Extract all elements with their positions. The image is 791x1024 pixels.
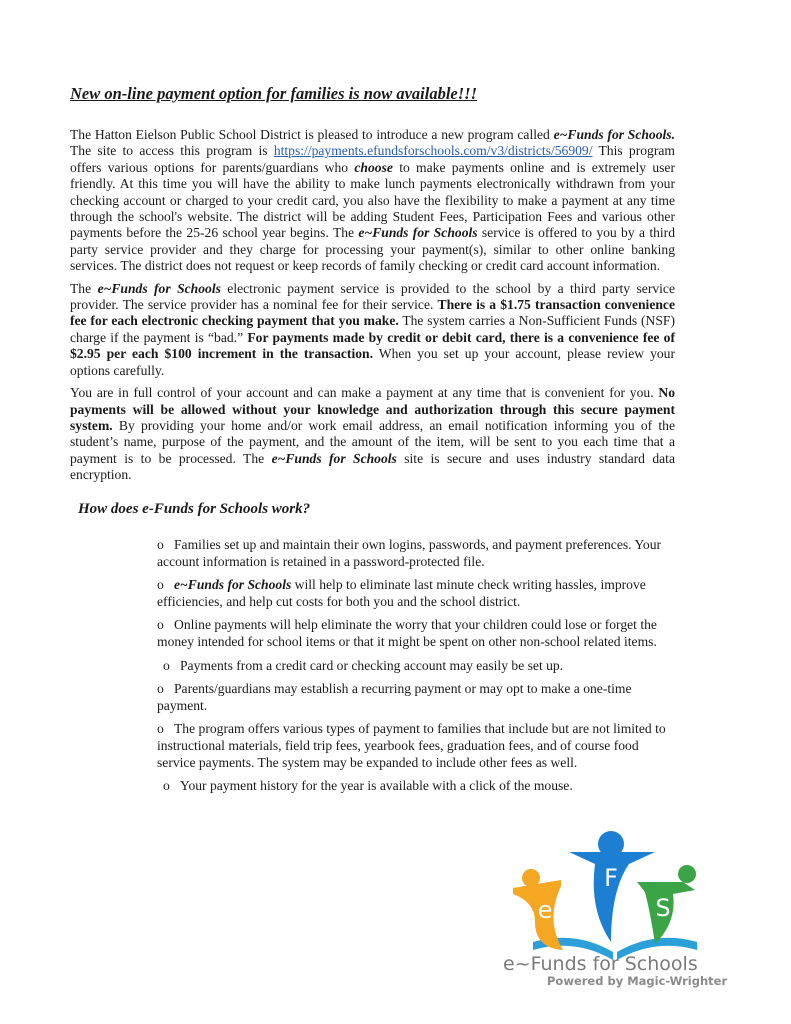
logo-letter-f: F (604, 864, 618, 892)
list-item: o Families set up and maintain their own logins, passwords, and payment preferences. Your account information is retained in a password-protected file. (157, 537, 662, 569)
bullet-icon: o (157, 577, 164, 593)
emphasis-choose: choose (354, 159, 393, 175)
bullet-icon: o (163, 778, 170, 794)
control-paragraph: You are in full control of your account and can make a payment at any time that is convenient for you. No payments will be allowed without your knowledge and authorization through this secure payment system. By providing your home and/or work email address, an email notification informing you of the student’s name, purpose of the payment, and the amount of the item, will be sent to you each time that a payment is to be processed. The e~Funds for Schools site is secure and uses industry standard data encryption. (70, 385, 675, 483)
bullet-icon: o (163, 657, 170, 673)
figure-blue-head-icon (598, 831, 624, 857)
list-item: o Your payment history for the year is available with a click of the mouse. (163, 778, 573, 794)
list-item: o e~Funds for Schools will help to eliminate last minute check writing hassles, improve efficiencies, and help cut costs for both you and the school district. (157, 577, 646, 609)
intro-paragraph: The Hatton Eielson Public School District is pleased to introduce a new program called e~Funds for Schools. The site to access this program is https://payments.efundsforschools.com/v3/districts/56909/ This program offers various options for parents/guardians who choose to make payments online and is extremely user friendly. At this time you will have the ability to make lunch payments electronically withdrawn from your checking account or charged to your credit card, you also have the flexibility to make a payment at any time through the school's website. The district will be adding Student Fees, Participation Fees and various other payments before the 25-26 school year begins. The e~Funds for Schools service is offered to you by a third party service provider and they charge for processing your payment(s), similar to other online banking services. The district does not request or keep records of family checking or credit card account information. (70, 127, 676, 274)
logo-tagline: Powered by Magic-Wrighter (547, 974, 728, 988)
card-fee-text: For payments made by credit or debit card, there is a convenience fee of $2.95 per each $100 increment in the transaction. (70, 329, 675, 362)
checking-fee-text: There is a $1.75 transaction convenience fee for each electronic checking payment that you make. (70, 297, 675, 329)
list-item: o Parents/guardians may establish a recurring payment or may opt to make a one-time payment. (157, 681, 632, 713)
bullet-icon: o (157, 537, 164, 552)
brand-name: e~Funds for Schools (174, 577, 292, 593)
logo-letter-e: e (537, 896, 553, 924)
fees-paragraph: The e~Funds for Schools electronic payment service is provided to the school by a third party service provider. The service provider has a nominal fee for their service. There is a $1.75 transaction convenience fee for each electronic checking payment that you make. The system carries a Non-Sufficient Funds (NSF) charge if the payment is “bad.” For payments made by credit or debit card, there is a convenience fee of $2.95 per each $100 increment in the transaction. When you set up your account, please review your options carefully. (70, 280, 675, 378)
list-item: o The program offers various types of payment to families that include but are not limited to instructional materials, field trip fees, yearbook fees, graduation fees, and of course food service payments. The system may be expanded to include other fees as well. (157, 721, 666, 770)
list-item: o Online payments will help eliminate the worry that your children could lose or forget the money intended for school items or that it might be spent on other non-school related items. (157, 617, 657, 649)
benefits-list (157, 537, 677, 802)
figure-orange-head-icon (522, 869, 540, 887)
logo-name: e~Funds for Schools (503, 953, 698, 975)
bullet-icon: o (157, 721, 164, 737)
brand-name: e~Funds for Schools. (553, 127, 675, 142)
section-heading: How does e-Funds for Schools work? (78, 501, 311, 517)
figure-green-head-icon (678, 865, 696, 883)
brand-name: e~Funds for Schools (271, 450, 397, 466)
logo-letter-s: S (655, 894, 671, 922)
bullet-icon: o (157, 617, 164, 633)
page-title: New on-line payment option for families is now available!!! (70, 84, 478, 103)
bullet-icon: o (157, 681, 164, 697)
payment-site-link[interactable]: https://payments.efundsforschools.com/v3/districts/56909/ (273, 143, 593, 159)
authorization-text: No payments will be allowed without your knowledge and authorization through this secure payment system. (70, 385, 675, 433)
list-item: o Payments from a credit card or checking account may easily be set up. (163, 657, 564, 673)
document-body (70, 127, 675, 490)
brand-name: e~Funds for Schools (97, 280, 221, 296)
brand-name: e~Funds for Schools (358, 225, 478, 241)
